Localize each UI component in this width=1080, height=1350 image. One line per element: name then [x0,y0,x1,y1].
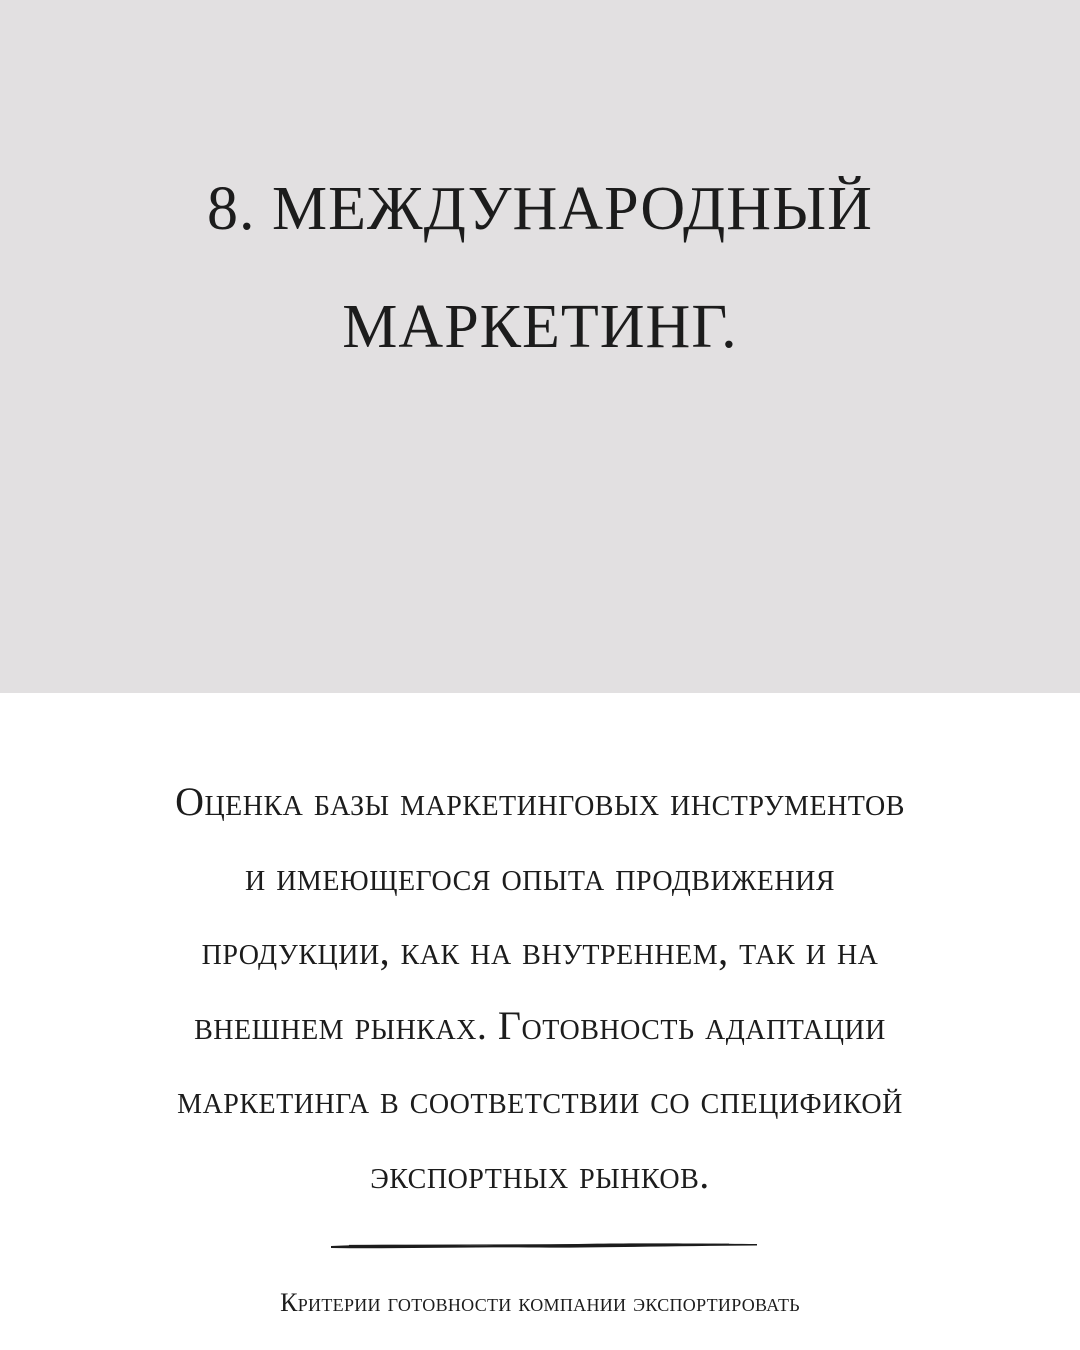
title-line-2: МАРКЕТИНГ. [342,293,738,361]
title-line-1: 8. МЕЖДУНАРОДНЫЙ [207,175,873,243]
description-line-2: и имеющегося опыта продвижения [244,853,836,899]
description-line-1: Оценка базы маркетинговых инструментов [175,779,905,824]
description-line-6: экспортных рынков. [370,1151,710,1197]
description-text [40,765,1040,1212]
description-line-5: маркетинга в соответствии со спецификой [177,1077,903,1122]
footer-caption: Критерии готовности компании экспортировать [280,1288,800,1317]
brush-divider [329,1238,759,1252]
page-title [0,150,1080,386]
description-line-3: продукции, как на внутреннем, так и на [201,928,879,973]
description-line-4: внешнем рынках. Готовность адаптации [194,1002,886,1048]
